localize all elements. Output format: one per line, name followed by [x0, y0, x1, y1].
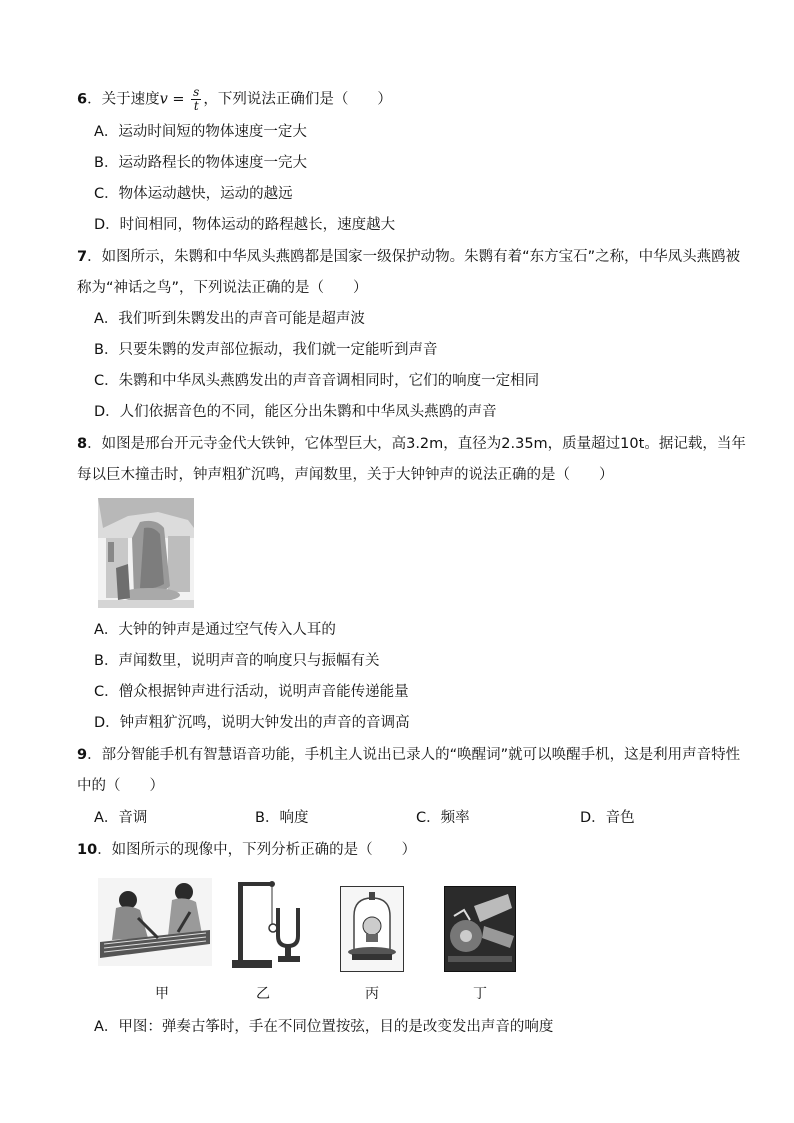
question-6-option-b: B．运动路程长的物体速度一完大: [94, 155, 307, 171]
question-7-option-d: D．人们依据音色的不同，能区分出朱鹮和中华凤头燕鸥的声音: [94, 404, 497, 420]
stem-text: ．关于速度: [87, 91, 160, 108]
caption-bing: 丙: [365, 986, 379, 1002]
question-8-option-d: D．钟声粗犷沉鸣，说明大钟发出的声音的音调高: [94, 715, 410, 731]
question-7-option-b: B．只要朱鹮的发声部位振动，我们就一定能听到声音: [94, 342, 438, 358]
velocity-symbol: v: [159, 91, 168, 108]
tuning-fork-image: [228, 878, 308, 970]
stem-text: ，下列说法正确们是（ ）: [203, 91, 392, 108]
stem-text: ．如图所示的现像中，下列分析正确的是（ ）: [97, 842, 417, 858]
question-6-option-a: A．运动时间短的物体速度一定大: [94, 124, 307, 140]
question-number: 9: [77, 747, 88, 763]
bell-image: [98, 498, 194, 608]
question-10-option-a: A．甲图：弹奏古筝时，手在不同位置按弦，目的是改变发出声音的响度: [94, 1019, 554, 1035]
fraction-denominator: t: [193, 99, 199, 113]
question-8-option-c: C．僧众根据钟声进行活动，说明声音能传递能量: [94, 684, 409, 700]
question-9-option-d: D．音色: [580, 810, 635, 826]
question-7-stem: [77, 247, 740, 267]
question-9-option-c: C．频率: [416, 810, 470, 826]
fraction-numerator: s: [193, 85, 200, 99]
question-9-stem-line2: 中的（ ）: [77, 778, 164, 794]
question-6-option-c: C．物体运动越快，运动的越远: [94, 186, 293, 202]
question-7-option-c: C．朱鹮和中华凤头燕鸥发出的声音音调相同时，它们的响度一定相同: [94, 373, 540, 389]
figure-yi-tuning-fork: [228, 878, 308, 970]
bell-jar-image: [340, 886, 404, 972]
caption-yi: 乙: [256, 986, 270, 1002]
question-6-stem: [77, 86, 392, 113]
caption-jia: 甲: [155, 986, 169, 1002]
stem-text: ．如图是邢台开元寺金代大铁钟，它体型巨大，高3.2m，直径为2.35m，质量超过10t。据记载，当年: [87, 436, 746, 452]
question-8-stem-line2: 每以巨木撞击时，钟声粗犷沉鸣，声闻数里，关于大钟钟声的说法正确的是（ ）: [77, 467, 614, 483]
question-number: 8: [77, 436, 88, 452]
figure-ding-machine: [444, 886, 516, 972]
guzheng-image: [98, 878, 212, 966]
figure-jia-guzheng: [98, 878, 212, 966]
caption-ding: 丁: [473, 986, 487, 1002]
stem-text: ．如图所示，朱鹮和中华凤头燕鸥都是国家一级保护动物。朱鹮有着“东方宝石”之称，中华凤头燕鸥被: [87, 249, 741, 265]
speed-formula-fraction: [191, 86, 201, 113]
figure-bing-bell-jar: [340, 886, 404, 972]
question-8-stem: [77, 434, 746, 454]
stem-text: ．部分智能手机有智慧语音功能，手机主人说出已录人的“唤醒词”就可以唤醒手机，这是利用声音特性: [87, 747, 741, 763]
question-8-option-a: A．大钟的钟声是通过空气传入人耳的: [94, 622, 336, 638]
question-7-stem-line2: 称为“神话之鸟”，下列说法正确的是（ ）: [77, 280, 368, 296]
question-6-option-d: D．时间相同，物体运动的路程越长，速度越大: [94, 217, 396, 233]
question-10-stem: [77, 840, 416, 860]
question-9-option-b: B．响度: [255, 810, 309, 826]
question-number: 7: [77, 249, 88, 265]
question-number: 10: [77, 842, 98, 858]
question-8-option-b: B．声闻数里，说明声音的响度只与振幅有关: [94, 653, 380, 669]
question-number: 6: [77, 91, 88, 108]
equals-sign: =: [167, 91, 190, 108]
question-9-stem: [77, 745, 740, 765]
question-9-option-a: A．音调: [94, 810, 148, 826]
iron-bell-photo: [98, 498, 194, 608]
machine-image: [444, 886, 516, 972]
question-7-option-a: A．我们听到朱鹮发出的声音可能是超声波: [94, 311, 365, 327]
